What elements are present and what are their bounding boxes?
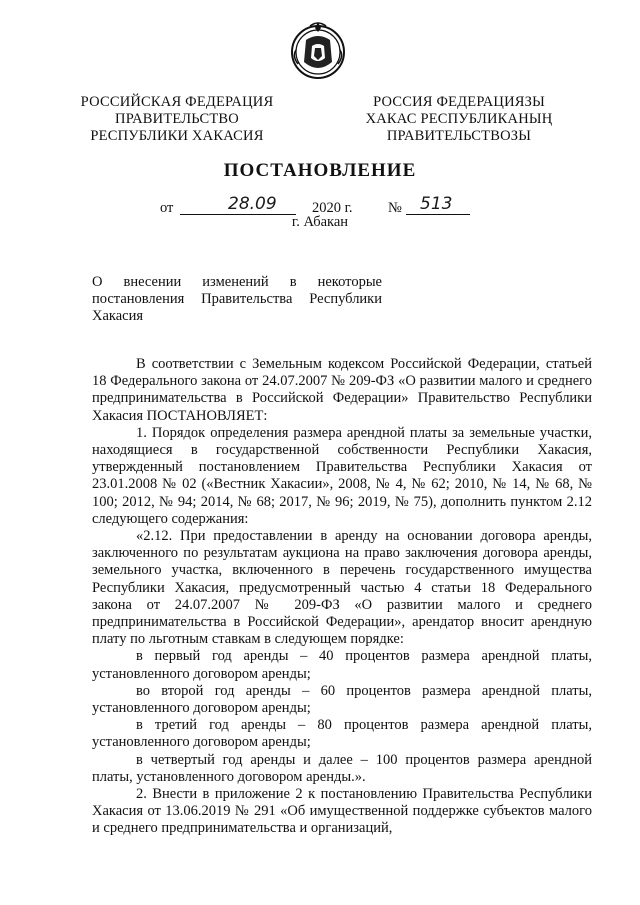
handwritten-date: 28.09 (228, 194, 277, 214)
number-underline (406, 214, 470, 215)
body-paragraph-year-2: во второй год аренды – 60 процентов размера арендной платы, установленного договором аренды; (92, 682, 592, 717)
number-label: № (388, 200, 402, 216)
header-left-block (72, 94, 282, 145)
body-paragraph-1: 1. Порядок определения размера арендной платы за земельные участки, находящиеся в государственной собственности Республики Хакасия, утвержденный постановлением Правительства Республики Хакасия от 23.01.2008 № 02 («Вестник Хакасии», 2008, № 4, № 62; 2010, № 14, № 68, № 100; 2012, № 94; 2014, № 68; 2017, № 96; 2019, № 75), дополнить пунктом 2.12 следующего содержания: (92, 424, 592, 527)
from-label: от (160, 200, 174, 216)
header-right-line-1: РОССИЯ ФЕДЕРАЦИЯЗЫ (373, 94, 545, 110)
body-paragraph-year-4: в четвертый год аренды и далее – 100 процентов размера арендной платы, установленного договором аренды.». (92, 751, 592, 785)
document-subject (92, 274, 382, 325)
header-right-line-2: ХАКАС РЕСПУБЛИКАНЫҢ (365, 111, 553, 127)
header-left-line-2: ПРАВИТЕЛЬСТВО (115, 111, 239, 127)
body-paragraph-year-3: в третий год аренды – 80 процентов размера арендной платы, установленного договором аренды; (92, 717, 592, 751)
subject-line-1: О внесении изменений в некоторые (92, 274, 382, 290)
document-body (92, 356, 592, 838)
header-right-line-3: ПРАВИТЕЛЬСТВОЗЫ (386, 128, 532, 144)
header-right-block (352, 94, 566, 145)
subject-line-3: Хакасия (92, 308, 144, 324)
document-title: ПОСТАНОВЛЕНИЕ (223, 160, 417, 181)
body-paragraph-2: 2. Внести в приложение 2 к постановлению Правительства Республики Хакасия от 13.06.2019 № 291 «Об имущественной поддержке субъектов малого и среднего предпринимательства и организаций, (92, 786, 592, 837)
header-left-line-3: РЕСПУБЛИКИ ХАКАСИЯ (90, 128, 264, 144)
handwritten-number: 513 (420, 194, 453, 214)
subject-line-2: постановления Правительства Республики (92, 291, 382, 307)
body-paragraph-year-1: в первый год аренды – 40 процентов размера арендной платы, установленного договором аренды; (92, 648, 592, 682)
body-paragraph-2-12: «2.12. При предоставлении в аренду на основании договора аренды, заключенного по результатам аукциона на право заключения договора аренды, земельного участка, включенного в перечень государственного имущества Республики Хакасия, предусмотренный частью 4 статьи 18 Федерального закона от 24.07.2007 № 209-ФЗ «О развитии малого и среднего предпринимательства в Российской Федерации», арендатор вносит арендную плату по льготным ставкам в следующем порядке: (92, 528, 592, 648)
coat-of-arms-icon (288, 20, 348, 82)
body-intro-paragraph: В соответствии с Земельным кодексом Российской Федерации, статьей 18 Федерального закона от 24.07.2007 № 209-ФЗ «О развитии малого и среднего предпринимательства в Российской Федерации» Правительство Республики Хакасия ПОСТАНОВЛЯЕТ: (92, 356, 592, 424)
header-left-line-1: РОССИЙСКАЯ ФЕДЕРАЦИЯ (80, 94, 274, 110)
year-label: 2020 г. (312, 200, 353, 216)
city-label: г. Абакан (291, 214, 349, 230)
